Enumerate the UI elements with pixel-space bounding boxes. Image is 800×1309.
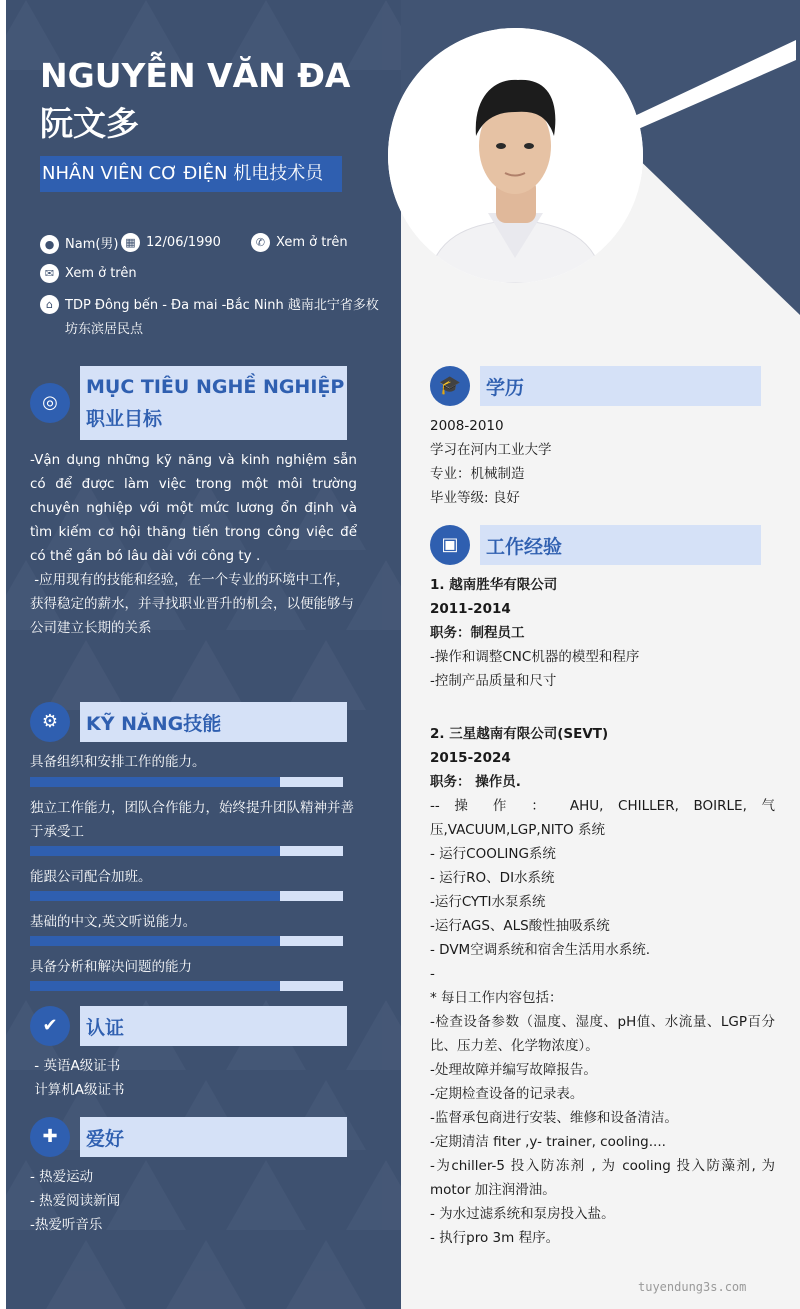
job-position: 职务：制程员工 <box>430 625 525 641</box>
email-text: Xem ở trên <box>65 266 137 281</box>
duty-item: -控制产品质量和尺寸 <box>430 673 557 689</box>
duty-item: -监督承包商进行安装、维修和设备清洁。 <box>430 1110 678 1126</box>
skill-item: 独立工作能力，团队合作能力，始终提升团队精神并善于承受工 <box>30 800 354 840</box>
skill-bar-fill <box>30 846 280 856</box>
duty-item: - 为水过滤系统和泵房投入盐。 <box>430 1206 615 1222</box>
education-line: 学习在河内工业大学 <box>430 442 552 458</box>
target-icon: ◎ <box>30 383 70 423</box>
hobby-item: - 热爱阅读新闻 <box>30 1193 121 1209</box>
duty-item: - <box>430 966 435 982</box>
birthdate-info <box>121 233 221 252</box>
objective-text-vi: -Vận dụng những kỹ năng và kinh nghiệm sẵn có để được làm việc trong một môi trường chuyên nghiệp với một mức lương ổn định và tìm kiếm cơ hội thăng tiến trong công việc để có thể gắn bó lâu dài với công ty . <box>30 452 357 564</box>
skill-bar-fill <box>30 936 280 946</box>
objective-text-zh: -应用现有的技能和经验，在一个专业的环境中工作，获得稳定的薪水，并寻找职业晋升的机会，以便能够与公司建立长期的关系 <box>30 572 354 636</box>
calendar-icon: ▦ <box>121 233 140 252</box>
job-period: 2015-2024 <box>430 750 511 766</box>
experience-heading: 工作经验 <box>480 525 761 565</box>
email-info <box>40 264 137 283</box>
objective-heading: MỤC TIÊU NGHỀ NGHIỆP职业目标 <box>80 366 347 440</box>
skill-item: 具备组织和安排工作的能力。 <box>30 754 206 770</box>
experience-job1 <box>430 573 775 693</box>
duty-item: - 执行pro 3m 程序。 <box>430 1230 560 1246</box>
skills-icon: ⚙ <box>30 702 70 742</box>
skill-bar <box>30 777 343 787</box>
duty-item: -定期检查设备的记录表。 <box>430 1086 584 1102</box>
candidate-name: NGUYỄN VĂN ĐA阮文多 <box>40 56 351 143</box>
job-title: NHÂN VIÊN CƠ ĐIỆN 机电技术员 <box>40 156 342 192</box>
hobbies-heading: 爱好 <box>80 1117 347 1157</box>
cert-item: - 英语A级证书 <box>30 1058 121 1074</box>
puzzle-icon: ✚ <box>30 1117 70 1157</box>
duty-item: - DVM空调系统和宿舍生活用水系统. <box>430 942 650 958</box>
home-icon: ⌂ <box>40 295 59 314</box>
skill-bar-fill <box>30 891 280 901</box>
duty-item: -检查设备参数（温度、湿度、pH值、水流量、LGP百分比、压力差、化学物浓度）。 <box>430 1014 775 1054</box>
badge-check-icon: ✔ <box>30 1006 70 1046</box>
job-period: 2011-2014 <box>430 601 511 617</box>
duty-item: - 运行COOLING系统 <box>430 846 556 862</box>
hobby-item: - 热爱运动 <box>30 1169 94 1185</box>
duty-item: -为chiller-5 投入防冻剂 , 为 cooling 投入防藻剂, 为motor 加注润滑油。 <box>430 1158 775 1198</box>
skill-item: 基础的中文,英文听说能力。 <box>30 914 197 930</box>
duty-item: -操作和调整CNC机器的模型和程序 <box>430 649 640 665</box>
skill-bar <box>30 891 343 901</box>
duty-item: -处理故障并编写故障报告。 <box>430 1062 597 1078</box>
duty-item: -运行AGS、ALS酸性抽吸系统 <box>430 918 610 934</box>
user-icon: ● <box>40 235 59 254</box>
company-name: 1. 越南胜华有限公司 <box>430 577 558 593</box>
profile-photo <box>388 28 643 283</box>
duty-item: -运行CYTI水泵系统 <box>430 894 546 910</box>
job-position: 职务： 操作员. <box>430 774 521 790</box>
skill-item: 具备分析和解决问题的能力 <box>30 959 192 975</box>
skill-bar-fill <box>30 981 280 991</box>
envelope-icon: ✉ <box>40 264 59 283</box>
duty-item: * 每日工作内容包括： <box>430 990 563 1006</box>
duty-item: -- 操 作 ： AHU, CHILLER, BOIRLE, 气压,VACUUM,LGP,NITO 系统 <box>430 798 775 838</box>
hobby-item: -热爱听音乐 <box>30 1217 103 1233</box>
address-text: TDP Đông bến - Đa mai -Bắc Ninh 越南北宁省多枚坊东滨居民点 <box>65 298 379 337</box>
birthdate-text: 12/06/1990 <box>146 235 221 250</box>
duty-item: - 运行RO、DI水系统 <box>430 870 555 886</box>
watermark: tuyendung3s.com <box>638 1280 747 1294</box>
phone-icon: ✆ <box>251 233 270 252</box>
skill-bar-fill <box>30 777 280 787</box>
address-info <box>40 294 390 342</box>
experience-job2 <box>430 722 775 1250</box>
left-panel <box>6 0 401 1309</box>
cert-item: 计算机A级证书 <box>30 1082 125 1098</box>
skill-bar <box>30 846 343 856</box>
skill-item: 能跟公司配合加班。 <box>30 869 152 885</box>
portrait-image <box>388 28 643 283</box>
education-line: 毕业等级: 良好 <box>430 490 520 506</box>
phone-text: Xem ở trên <box>276 235 348 250</box>
briefcase-icon: ▣ <box>430 525 470 565</box>
education-line: 专业：机械制造 <box>430 466 525 482</box>
gender-text: Nam(男) <box>65 237 119 252</box>
education-line: 2008-2010 <box>430 418 504 434</box>
triangle-pattern <box>6 0 401 1309</box>
certs-heading: 认证 <box>80 1006 347 1046</box>
graduation-cap-icon: 🎓 <box>430 366 470 406</box>
company-name: 2. 三星越南有限公司(SEVT) <box>430 726 609 742</box>
skill-bar <box>30 936 343 946</box>
skill-bar <box>30 981 343 991</box>
skills-heading: KỸ NĂNG技能 <box>80 702 347 742</box>
phone-info <box>251 233 348 252</box>
education-heading: 学历 <box>480 366 761 406</box>
gender-info <box>40 233 119 254</box>
duty-item: -定期清洁 fiter ,y- trainer, cooling.... <box>430 1134 666 1150</box>
